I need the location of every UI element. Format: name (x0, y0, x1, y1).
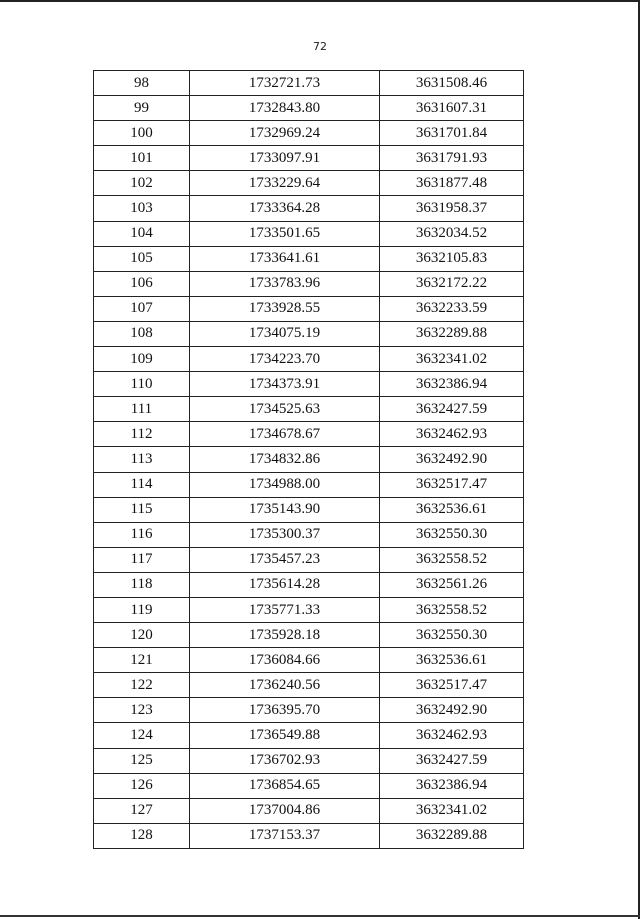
x-coordinate-cell: 1734373.91 (190, 372, 380, 397)
y-coordinate-cell: 3632536.61 (380, 648, 524, 673)
table-row (94, 246, 524, 271)
table-row (94, 572, 524, 597)
table-row (94, 71, 524, 96)
point-number-cell: 99 (94, 96, 190, 121)
y-coordinate-cell: 3632536.61 (380, 497, 524, 522)
y-coordinate-cell: 3632427.59 (380, 748, 524, 773)
point-number-cell: 107 (94, 296, 190, 321)
table-row (94, 472, 524, 497)
point-number-cell: 98 (94, 71, 190, 96)
table-row (94, 397, 524, 422)
point-number-cell: 125 (94, 748, 190, 773)
point-number-cell: 115 (94, 497, 190, 522)
y-coordinate-cell: 3631958.37 (380, 196, 524, 221)
table-row (94, 146, 524, 171)
x-coordinate-cell: 1733097.91 (190, 146, 380, 171)
x-coordinate-cell: 1733364.28 (190, 196, 380, 221)
x-coordinate-cell: 1734988.00 (190, 472, 380, 497)
x-coordinate-cell: 1734678.67 (190, 422, 380, 447)
table-row (94, 522, 524, 547)
point-number-cell: 126 (94, 773, 190, 798)
point-number-cell: 114 (94, 472, 190, 497)
x-coordinate-cell: 1736240.56 (190, 673, 380, 698)
x-coordinate-cell: 1733229.64 (190, 171, 380, 196)
table-row (94, 823, 524, 848)
point-number-cell: 112 (94, 422, 190, 447)
x-coordinate-cell: 1735614.28 (190, 572, 380, 597)
x-coordinate-cell: 1735143.90 (190, 497, 380, 522)
y-coordinate-cell: 3632427.59 (380, 397, 524, 422)
point-number-cell: 127 (94, 798, 190, 823)
y-coordinate-cell: 3632558.52 (380, 547, 524, 572)
table-row (94, 597, 524, 622)
y-coordinate-cell: 3631877.48 (380, 171, 524, 196)
y-coordinate-cell: 3632492.90 (380, 447, 524, 472)
y-coordinate-cell: 3632289.88 (380, 823, 524, 848)
table-row (94, 623, 524, 648)
coordinate-table-body (94, 71, 524, 849)
point-number-cell: 104 (94, 221, 190, 246)
x-coordinate-cell: 1736395.70 (190, 698, 380, 723)
table-row (94, 447, 524, 472)
table-row (94, 372, 524, 397)
coordinate-table (93, 70, 524, 849)
x-coordinate-cell: 1735457.23 (190, 547, 380, 572)
x-coordinate-cell: 1737153.37 (190, 823, 380, 848)
point-number-cell: 121 (94, 648, 190, 673)
y-coordinate-cell: 3632233.59 (380, 296, 524, 321)
y-coordinate-cell: 3631701.84 (380, 121, 524, 146)
x-coordinate-cell: 1732969.24 (190, 121, 380, 146)
point-number-cell: 111 (94, 397, 190, 422)
x-coordinate-cell: 1734075.19 (190, 321, 380, 346)
page-edge-bottom (0, 915, 640, 917)
point-number-cell: 109 (94, 347, 190, 372)
table-row (94, 196, 524, 221)
x-coordinate-cell: 1735928.18 (190, 623, 380, 648)
point-number-cell: 108 (94, 321, 190, 346)
table-row (94, 723, 524, 748)
point-number-cell: 101 (94, 146, 190, 171)
y-coordinate-cell: 3632341.02 (380, 347, 524, 372)
y-coordinate-cell: 3632462.93 (380, 422, 524, 447)
table-row (94, 773, 524, 798)
y-coordinate-cell: 3632561.26 (380, 572, 524, 597)
point-number-cell: 119 (94, 597, 190, 622)
x-coordinate-cell: 1734832.86 (190, 447, 380, 472)
x-coordinate-cell: 1735771.33 (190, 597, 380, 622)
x-coordinate-cell: 1737004.86 (190, 798, 380, 823)
point-number-cell: 124 (94, 723, 190, 748)
table-row (94, 673, 524, 698)
y-coordinate-cell: 3631607.31 (380, 96, 524, 121)
table-row (94, 798, 524, 823)
table-row (94, 547, 524, 572)
point-number-cell: 113 (94, 447, 190, 472)
x-coordinate-cell: 1733783.96 (190, 271, 380, 296)
point-number-cell: 123 (94, 698, 190, 723)
x-coordinate-cell: 1733928.55 (190, 296, 380, 321)
x-coordinate-cell: 1736084.66 (190, 648, 380, 673)
x-coordinate-cell: 1734223.70 (190, 347, 380, 372)
point-number-cell: 122 (94, 673, 190, 698)
y-coordinate-cell: 3632517.47 (380, 673, 524, 698)
point-number-cell: 105 (94, 246, 190, 271)
point-number-cell: 128 (94, 823, 190, 848)
y-coordinate-cell: 3631791.93 (380, 146, 524, 171)
y-coordinate-cell: 3632386.94 (380, 773, 524, 798)
x-coordinate-cell: 1733641.61 (190, 246, 380, 271)
table-row (94, 221, 524, 246)
page-edge-top (0, 0, 640, 2)
x-coordinate-cell: 1732721.73 (190, 71, 380, 96)
x-coordinate-cell: 1736549.88 (190, 723, 380, 748)
x-coordinate-cell: 1736854.65 (190, 773, 380, 798)
y-coordinate-cell: 3632550.30 (380, 623, 524, 648)
y-coordinate-cell: 3632105.83 (380, 246, 524, 271)
table-row (94, 96, 524, 121)
table-row (94, 121, 524, 146)
point-number-cell: 120 (94, 623, 190, 648)
y-coordinate-cell: 3632462.93 (380, 723, 524, 748)
table-row (94, 648, 524, 673)
table-row (94, 748, 524, 773)
y-coordinate-cell: 3632558.52 (380, 597, 524, 622)
table-row (94, 171, 524, 196)
table-row (94, 321, 524, 346)
point-number-cell: 116 (94, 522, 190, 547)
point-number-cell: 110 (94, 372, 190, 397)
x-coordinate-cell: 1735300.37 (190, 522, 380, 547)
y-coordinate-cell: 3632550.30 (380, 522, 524, 547)
point-number-cell: 106 (94, 271, 190, 296)
x-coordinate-cell: 1734525.63 (190, 397, 380, 422)
y-coordinate-cell: 3632386.94 (380, 372, 524, 397)
y-coordinate-cell: 3632492.90 (380, 698, 524, 723)
y-coordinate-cell: 3632289.88 (380, 321, 524, 346)
table-row (94, 497, 524, 522)
point-number-cell: 118 (94, 572, 190, 597)
y-coordinate-cell: 3632172.22 (380, 271, 524, 296)
x-coordinate-cell: 1736702.93 (190, 748, 380, 773)
x-coordinate-cell: 1732843.80 (190, 96, 380, 121)
y-coordinate-cell: 3631508.46 (380, 71, 524, 96)
table-row (94, 698, 524, 723)
table-row (94, 296, 524, 321)
x-coordinate-cell: 1733501.65 (190, 221, 380, 246)
table-row (94, 347, 524, 372)
y-coordinate-cell: 3632517.47 (380, 472, 524, 497)
table-row (94, 271, 524, 296)
page-number: 72 (313, 40, 327, 53)
y-coordinate-cell: 3632341.02 (380, 798, 524, 823)
point-number-cell: 100 (94, 121, 190, 146)
point-number-cell: 102 (94, 171, 190, 196)
y-coordinate-cell: 3632034.52 (380, 221, 524, 246)
point-number-cell: 103 (94, 196, 190, 221)
point-number-cell: 117 (94, 547, 190, 572)
table-row (94, 422, 524, 447)
